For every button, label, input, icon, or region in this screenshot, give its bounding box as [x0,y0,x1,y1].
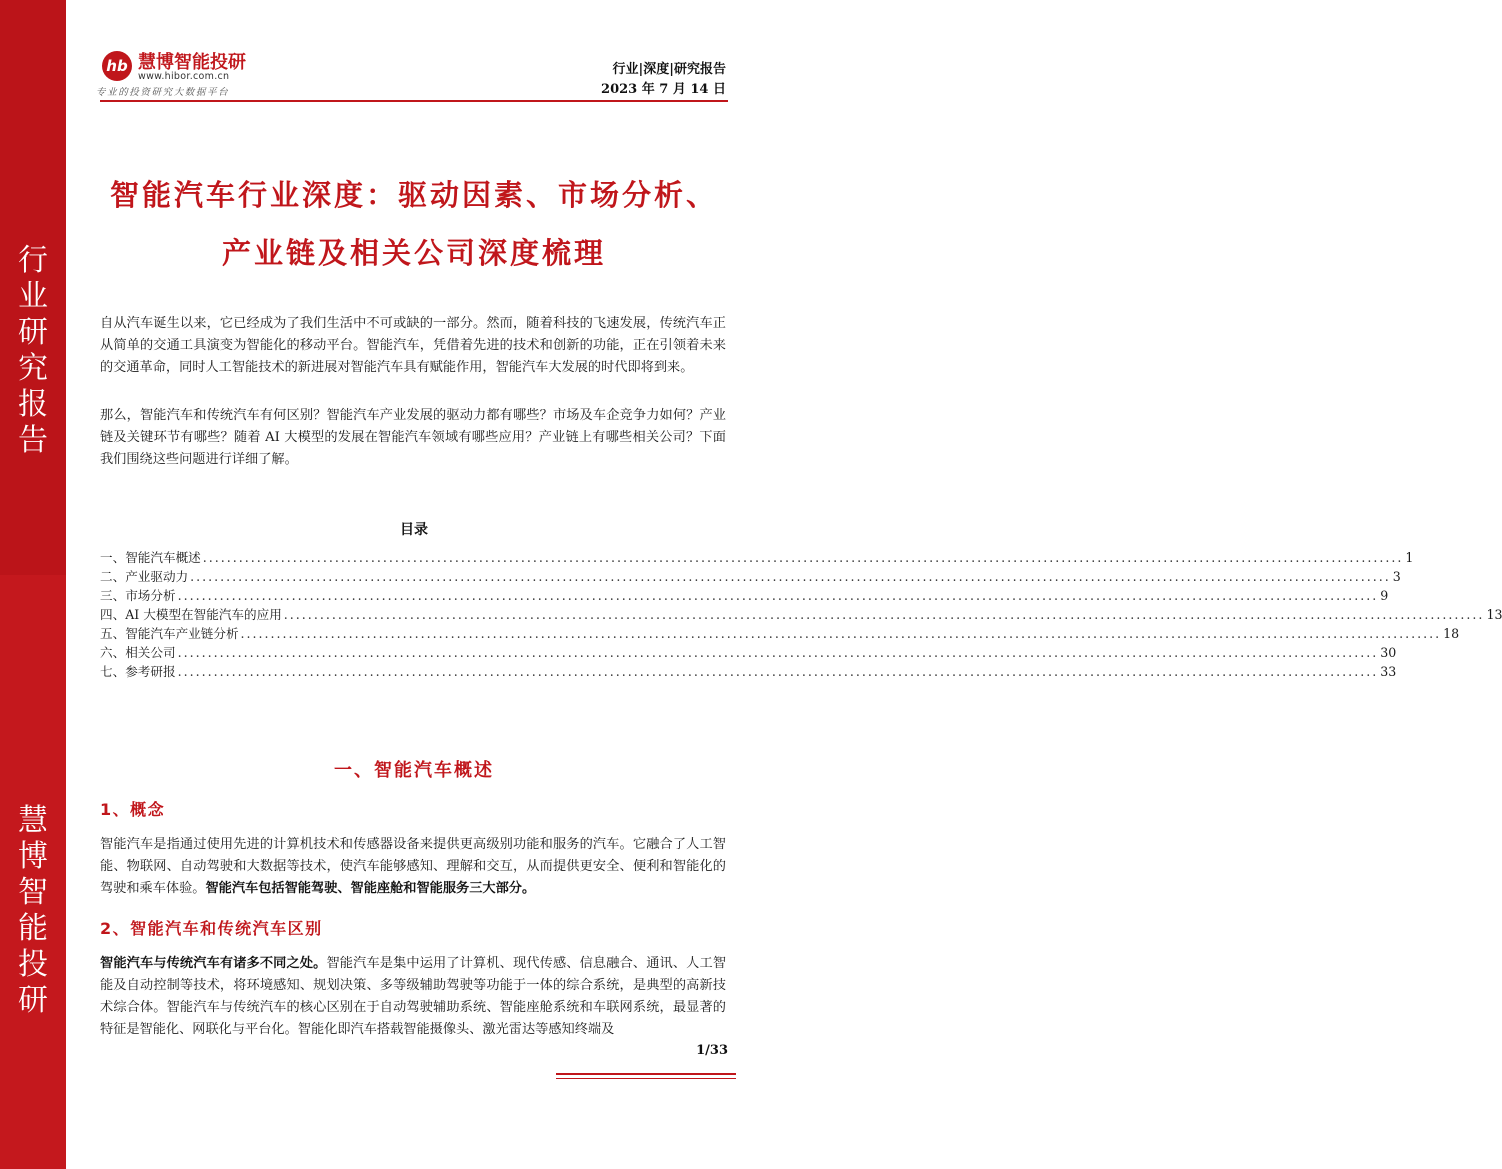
toc-item-label: 二、产业驱动力 [100,569,189,584]
difference-paragraph: 智能汽车与传统汽车有诸多不同之处。智能汽车是集中运用了计算机、现代传感、信息融合、通讯、人工智能及自动控制等技术，将环境感知、规划决策、多等级辅助驾驶等功能于一体的综合系统，是典型的高新技术综合体。智能汽车与传统汽车的核心区别在于自动驾驶辅助系统、智能座舱系统和车联网系统，最显著的特征是智能化、网联化与平台化。智能化即汽车搭载智能摄像头、激光雷达等感知终端及 [100,956,727,1037]
subsection-heading-concept: 1、概念 [100,800,166,819]
report-title-line1: 智能汽车行业深度：驱动因素、市场分析、 [109,178,718,212]
intro-paragraph-1: 自从汽车诞生以来，它已经成为了我们生活中不可或缺的一部分。然而，随着科技的飞速发展，传统汽车正从简单的交通工具演变为智能化的移动平台。智能汽车，凭借着先进的技术和创新的功能，正在引领着未来的交通革命，同时人工智能技术的新进展对智能汽车具有赋能作用，智能汽车大发展的时代即将到来。 [100,316,726,375]
toc-item[interactable] [100,604,1502,623]
page-number: 1/33 [696,1043,728,1058]
toc-item[interactable] [100,642,1397,661]
toc-item[interactable] [100,585,1389,604]
toc-item-page: 13 [1486,607,1502,622]
toc-leader-dots: ........................................................................................................................................................................................................ [240,626,1442,641]
toc-item-label: 三、市场分析 [100,588,176,603]
toc-item-page: 30 [1380,645,1397,660]
toc-item-page: 33 [1380,664,1397,679]
toc-title: 目录 [400,522,428,538]
toc-item[interactable] [100,661,1397,680]
toc-leader-dots: ........................................................................................................................................................................................................ [177,588,1379,603]
toc-leader-dots: ........................................................................................................................................................................................................ [283,607,1485,622]
subsection-heading-difference: 2、智能汽车和传统汽车区别 [100,919,323,938]
footer-divider [556,1073,736,1075]
table-of-contents [100,547,1502,680]
toc-item-page: 9 [1380,588,1389,603]
report-date: 2023 年 7 月 14 日 [601,82,726,97]
toc-item-label: 四、AI 大模型在智能汽车的应用 [100,607,282,622]
toc-item-label: 六、相关公司 [100,645,176,660]
logo-mark-icon: hb [102,51,132,81]
toc-leader-dots: ........................................................................................................................................................................................................ [190,569,1391,584]
header-divider [100,100,728,102]
toc-item-page: 1 [1405,550,1414,565]
brand-logo [96,47,262,98]
toc-item-label: 五、智能汽车产业链分析 [100,626,239,641]
toc-item[interactable] [100,566,1401,585]
section-title: 一、智能汽车概述 [334,760,494,781]
logo-slogan: 专业的投资研究大数据平台 [96,87,230,98]
toc-leader-dots: ........................................................................................................................................................................................................ [202,550,1404,565]
toc-item[interactable] [100,623,1460,642]
concept-paragraph: 智能汽车是指通过使用先进的计算机技术和传感器设备来提供更高级别功能和服务的汽车。它融合了人工智能、物联网、自动驾驶和大数据等技术，使汽车能够感知、理解和交互，从而提供更安全、便利和智能化的驾驶和乘车体验。智能汽车包括智能驾驶、智能座舱和智能服务三大部分。 [100,837,726,896]
toc-item-label: 一、智能汽车概述 [100,550,201,565]
sidebar-brand: 慧 博 智 能 投 研 [18,803,48,1018]
logo-url: www.hibor.com.cn [138,71,230,82]
left-sidebar [0,0,66,1169]
toc-item-page: 18 [1443,626,1460,641]
toc-item-page: 3 [1392,569,1401,584]
intro-paragraph-2: 那么，智能汽车和传统汽车有何区别？智能汽车产业发展的驱动力都有哪些？市场及车企竞争力如何？产业链及关键环节有哪些？随着 AI 大模型的发展在智能汽车领域有哪些应用？产业链上有哪些相关公司？下面我们围绕这些问题进行详细了解。 [100,408,726,467]
logo-name: 慧博智能投研 [138,52,246,73]
sidebar-report-type: 行 业 研 究 报 告 [18,243,48,458]
difference-bold-text: 智能汽车与传统汽车有诸多不同之处。 [100,956,327,971]
report-category: 行业|深度|研究报告 [612,62,726,77]
toc-item-label: 七、参考研报 [100,664,176,679]
toc-item[interactable] [100,547,1414,566]
report-title-line2: 产业链及相关公司深度梳理 [221,236,606,270]
footer-divider-thin [556,1078,736,1079]
report-title [100,166,728,282]
toc-leader-dots: ........................................................................................................................................................................................................ [177,645,1379,660]
toc-leader-dots: ........................................................................................................................................................................................................ [177,664,1379,679]
header-meta [601,60,726,100]
concept-bold-text: 智能汽车包括智能驾驶、智能座舱和智能服务三大部分。 [205,881,536,896]
